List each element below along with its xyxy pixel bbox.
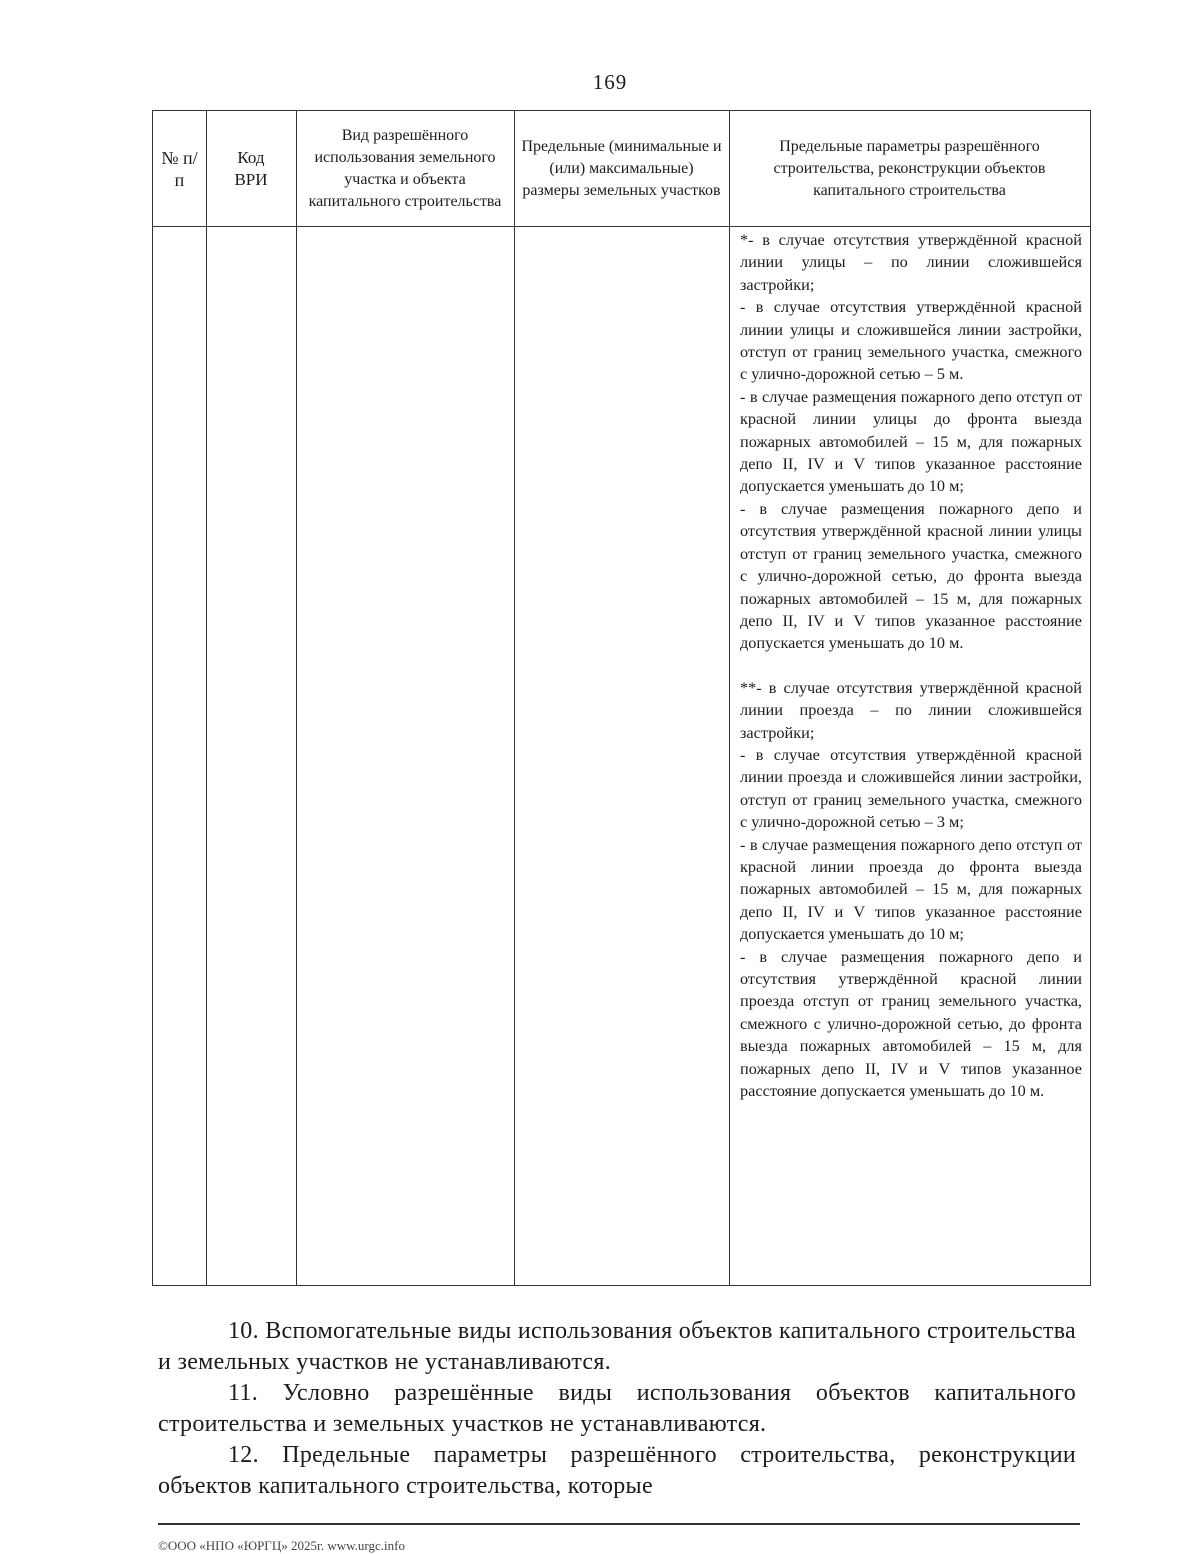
params-paragraph: - в случае размещения пожарного депо и отсутствия утверждённой красной линии проезда отступ от границ земельного участка, смежного с улично-дорожной сетью, до фронта выезда пожарных автомобилей – 15 м, для пожарных депо II, IV и V типов указанное расстояние допускается уменьшать до 10 м. [740, 946, 1082, 1101]
params-paragraph: - в случае размещения пожарного депо и отсутствия утверждённой красной линии улицы отступ от границ земельного участка, смежного с улично-дорожной сетью, до фронта выезда пожарных автомобилей – 15 м, для пожарных депо II, IV и V типов указанное расстояние допускается уменьшать до 10 м. [740, 498, 1082, 653]
body-paragraph-12: 12. Предельные параметры разрешённого строительства, реконструкции объектов капитального строительства, которые [158, 1442, 1076, 1499]
header-sizes: Предельные (минимальные и (или) максимальные) размеры земельных участков [521, 137, 722, 199]
header-num: № п/п [161, 147, 198, 190]
header-params: Предельные параметры разрешённого строительства, реконструкции объектов капитального строительства [773, 137, 1046, 199]
footer-text: ©ООО «НПО «ЮРГЦ» 2025г. www.urgc.info [158, 1538, 405, 1553]
params-paragraph: *- в случае отсутствия утверждённой красной линии улицы – по линии сложившейся застройки; [740, 230, 1082, 294]
params-paragraph: - в случае размещения пожарного депо отступ от красной линии проезда до фронта выезда пожарных автомобилей – 15 м, для пожарных депо II, IV и V типов указанное расстояние допускается уменьшать до 10 м; [740, 834, 1082, 944]
params-cell [740, 229, 1082, 1102]
zoning-table [152, 110, 1091, 1286]
column-divider [296, 111, 297, 1285]
column-divider [514, 111, 515, 1285]
paragraph-gap [740, 655, 1082, 677]
footer-rule [158, 1523, 1080, 1525]
body-paragraph-10: 10. Вспомогательные виды использования объектов капитального строительства и земельных участков не устанавливаются. [158, 1318, 1076, 1375]
column-divider [206, 111, 207, 1285]
column-divider [729, 111, 730, 1285]
params-paragraph: - в случае отсутствия утверждённой красной линии улицы и сложившейся линии застройки, отступ от границ земельного участка, смежного с улично-дорожной сетью – 5 м. [740, 297, 1082, 384]
header-divider [153, 226, 1090, 227]
body-paragraph-11: 11. Условно разрешённые виды использования объектов капитального строительства и земельных участков не устанавливаются. [158, 1380, 1076, 1437]
body-text [158, 1316, 1076, 1502]
header-code: Код ВРИ [234, 147, 268, 189]
params-paragraph: **- в случае отсутствия утверждённой красной линии проезда – по линии сложившейся застройки; [740, 677, 1082, 742]
header-kind: Вид разрешённого использования земельного участка и объекта капитального строительства [308, 126, 502, 210]
page-number: 169 [592, 70, 628, 94]
params-paragraph: - в случае отсутствия утверждённой красной линии проезда и сложившейся линии застройки, отступ от границ земельного участка, смежного с улично-дорожной сетью – 3 м; [740, 744, 1082, 832]
params-paragraph: - в случае размещения пожарного депо отступ от красной линии улицы до фронта выезда пожарных автомобилей – 15 м, для пожарных депо II, IV и V типов указанное расстояние допускается уменьшать до 10 м; [740, 386, 1082, 496]
